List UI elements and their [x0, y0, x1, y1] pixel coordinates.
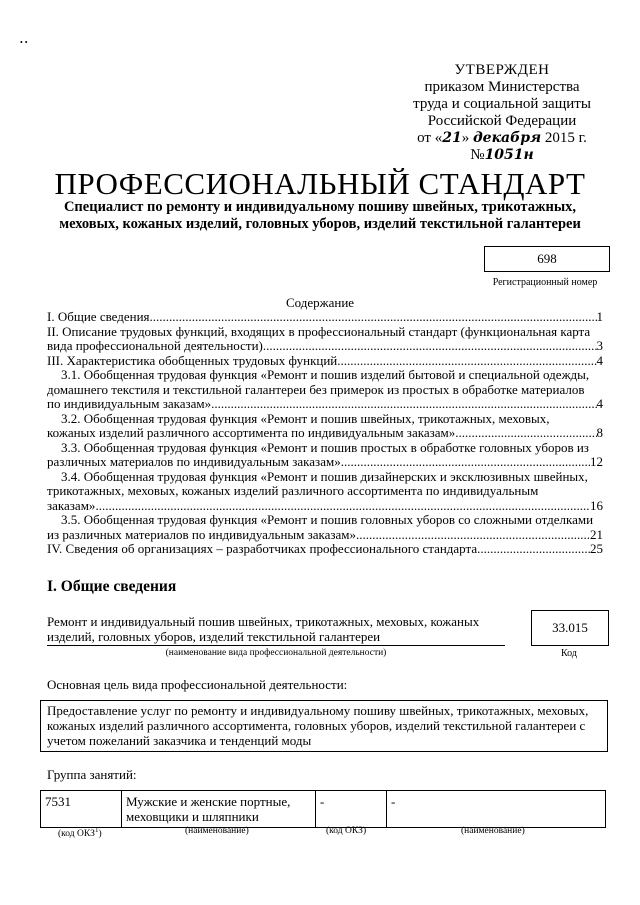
toc-item[interactable]: 3.3. Обобщенная трудовая функция «Ремонт и пошив простых в обработке головных уборов из различных материалов по индивидуальным заказам» ..... 12	[47, 441, 603, 470]
toc-item[interactable]: III. Характеристика обобщенных трудовых функций ..... 4	[47, 354, 603, 369]
toc-item[interactable]: IV. Сведения об организациях – разработчиках профессионального стандарта ..... 25	[47, 542, 603, 557]
table-row	[41, 791, 606, 828]
section-heading: I. Общие сведения	[47, 578, 177, 595]
handwritten-number: 1051н	[484, 147, 534, 163]
okz-code-cell: 7531	[41, 791, 122, 828]
activity-name: Ремонт и индивидуальный пошив швейных, трикотажных, меховых, кожаных изделий, головных уборов, изделий текстильной галантереи	[47, 614, 480, 644]
approval-line: Российской Федерации	[427, 113, 577, 129]
activity-caption: (наименование вида профессиональной деятельности)	[165, 648, 387, 658]
occupation-group-table	[40, 790, 606, 828]
toc-item[interactable]: II. Описание трудовых функций, входящих в профессиональный стандарт (функциональная карта вида профессиональной деятельности) ..... 3	[47, 325, 603, 354]
handwritten-day: 21	[442, 130, 462, 146]
scan-mark: • •	[20, 38, 28, 47]
approval-block	[392, 62, 612, 164]
goal-text: Предоставление услуг по ремонту и индивидуальному пошиву швейных, трикотажных, меховых, кожаных изделий различного ассортимента, головных уборов, изделий текстильной галантереи с учетом пожеланий заказчика и тенденций моды	[47, 703, 589, 748]
approval-line: приказом Министерства	[424, 79, 580, 95]
registration-number: 698	[484, 246, 610, 272]
activity-code: 33.015	[531, 610, 609, 646]
toc-heading: Содержание	[285, 295, 355, 310]
page-title: ПРОФЕССИОНАЛЬНЫЙ СТАНДАРТ	[54, 166, 586, 201]
toc-item[interactable]: I. Общие сведения ..... 1	[47, 310, 603, 325]
toc-item[interactable]: 3.1. Обобщенная трудовая функция «Ремонт и пошив изделий бытовой и специальной одежды, домашнего текстиля и текстильной галантереи без примерок из простых в обработке материалов по индивидуальным заказам» ..... 4	[47, 368, 603, 412]
approval-date: от «21» декабря 2015 г. №1051н	[417, 130, 587, 163]
registration-label: Регистрационный номер	[492, 277, 598, 288]
divider	[47, 645, 505, 646]
occupation-name-cell: -	[387, 791, 606, 828]
handwritten-month: декабря	[472, 130, 542, 146]
table-caption: (код ОКЗ)	[326, 826, 367, 836]
okz-code-cell: -	[316, 791, 387, 828]
table-caption: (наименование)	[461, 826, 525, 836]
table-caption: (код ОКЗ$^1$)	[58, 826, 102, 840]
table-caption: (наименование)	[185, 826, 249, 836]
approval-line: труда и социальной защиты	[413, 96, 591, 112]
code-caption: Код	[561, 648, 577, 659]
approval-title: УТВЕРЖДЕН	[454, 62, 550, 78]
table-of-contents	[47, 310, 603, 557]
group-label: Группа занятий:	[47, 767, 137, 782]
goal-label: Основная цель вида профессиональной деятельности:	[47, 677, 348, 692]
toc-item[interactable]: 3.4. Обобщенная трудовая функция «Ремонт и пошив дизайнерских и эксклюзивных швейных, трикотажных, меховых, кожаных изделий различного ассортимента по индивидуальным заказам» ..... 16	[47, 470, 603, 514]
toc-item[interactable]: 3.2. Обобщенная трудовая функция «Ремонт и пошив швейных, трикотажных, меховых, кожаных изделий различного ассортимента по индивидуальным заказам» ..... 8	[47, 412, 603, 441]
occupation-name-cell: Мужские и женские портные, меховщики и шляпники	[122, 791, 316, 828]
page-subtitle: Специалист по ремонту и индивидуальному пошиву швейных, трикотажных, меховых, кожаных изделий, головных уборов, изделий текстильной галантереи	[59, 199, 581, 232]
toc-item[interactable]: 3.5. Обобщенная трудовая функция «Ремонт и пошив головных уборов со сложными отделками из различных материалов по индивидуальным заказам» ..... 21	[47, 513, 603, 542]
